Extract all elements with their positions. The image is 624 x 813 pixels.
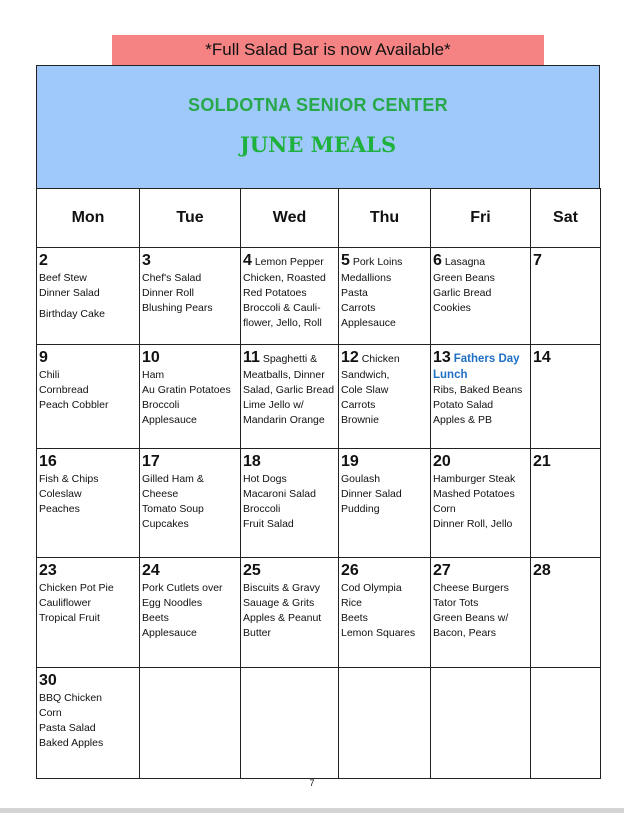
meal-item: Cod Olympia: [341, 582, 402, 594]
meal-item: Hot Dogs: [243, 473, 287, 485]
day-heading: [142, 251, 238, 271]
day-cell: [37, 558, 140, 668]
day-cell: [431, 449, 531, 558]
meal-item: Biscuits & Gravy: [243, 582, 321, 594]
meal-item-inline: Pork Loins: [352, 256, 403, 268]
day-heading: [341, 251, 428, 271]
month-title: JUNE MEALS: [239, 132, 397, 157]
meal-item: Ham: [142, 369, 165, 381]
meal-item: Cookies: [433, 302, 471, 314]
day-content: [241, 558, 338, 643]
day-heading: [433, 251, 528, 271]
day-cell: [339, 449, 431, 558]
meal-item: Brownie: [341, 414, 379, 426]
meal-item: Beets: [142, 612, 169, 624]
day-cell: [37, 668, 140, 779]
day-number: 27: [433, 562, 451, 579]
meal-item: Au Gratin Potatoes: [142, 384, 231, 396]
day-cell: [241, 668, 339, 779]
meal-item: Applesauce: [341, 317, 396, 329]
day-heading: [433, 452, 528, 472]
weekday-sat: Sat: [531, 189, 601, 248]
meal-item: Applesauce: [142, 414, 197, 426]
day-heading: [142, 452, 238, 472]
day-heading: [533, 452, 598, 472]
day-number: 30: [39, 672, 57, 689]
day-heading: [39, 561, 137, 581]
day-content: [431, 668, 530, 673]
weekday-fri: Fri: [431, 189, 531, 248]
day-content: [241, 248, 338, 333]
meal-calendar: [36, 188, 601, 779]
day-cell: [431, 345, 531, 449]
meal-item: Tator Tots: [433, 597, 479, 609]
day-number: 19: [341, 453, 359, 470]
meal-item: BBQ Chicken: [39, 692, 103, 704]
day-content: [37, 558, 139, 628]
day-number: 26: [341, 562, 359, 579]
day-heading: [39, 671, 137, 691]
day-heading: [243, 452, 336, 472]
day-number: 16: [39, 453, 57, 470]
meal-item: Egg Noodles: [142, 597, 203, 609]
meal-item: Corn: [433, 503, 456, 515]
day-content: [339, 248, 430, 333]
day-heading: [142, 348, 238, 368]
day-cell: [37, 345, 140, 449]
day-cell: [339, 668, 431, 779]
day-content: [531, 345, 600, 370]
day-content: [140, 248, 240, 318]
day-heading: [341, 452, 428, 472]
day-cell: [37, 449, 140, 558]
day-cell: [531, 345, 601, 449]
page-bottom-divider: [0, 808, 624, 813]
day-heading: [533, 251, 598, 271]
meal-item: Cheese: [142, 488, 179, 500]
day-heading: [39, 452, 137, 472]
meal-item: Broccoli: [243, 503, 281, 515]
meal-item: Cupcakes: [142, 518, 189, 530]
meal-item: Tropical Fruit: [39, 612, 100, 624]
day-number: 7: [533, 252, 542, 269]
meal-item-inline: Spaghetti &: [262, 353, 318, 365]
day-heading: [533, 348, 598, 368]
meal-item: Garlic Bread: [433, 287, 492, 299]
day-content: [37, 345, 139, 415]
meal-item: Mandarin Orange: [243, 414, 325, 426]
meal-item: Bacon, Pears: [433, 627, 497, 639]
meal-item: Gilled Ham &: [142, 473, 204, 485]
day-number: 25: [243, 562, 261, 579]
meal-item: Applesauce: [142, 627, 197, 639]
day-cell: [241, 345, 339, 449]
day-content: [531, 449, 600, 474]
meal-item: Dinner Salad: [39, 287, 100, 299]
meal-item: Apples & PB: [433, 414, 492, 426]
meal-item: Lime Jello w/: [243, 399, 304, 411]
meal-item: Dinner Salad: [341, 488, 402, 500]
meal-item: Potato Salad: [433, 399, 494, 411]
day-cell: [339, 248, 431, 345]
day-cell: [140, 449, 241, 558]
meal-item: Dinner Roll, Jello: [433, 518, 513, 530]
day-content: [531, 668, 600, 673]
day-content: [140, 558, 240, 643]
organization-title: SOLDOTNA SENIOR CENTER: [188, 95, 448, 115]
day-cell: [339, 558, 431, 668]
day-heading: [433, 561, 528, 581]
meal-item: Peach Cobbler: [39, 399, 109, 411]
meal-item: Red Potatoes: [243, 287, 307, 299]
day-content: [241, 345, 338, 430]
day-content: [37, 248, 139, 324]
weekday-header-row: [37, 189, 601, 248]
meal-item: Chef's Salad: [142, 272, 202, 284]
weekday-wed: Wed: [241, 189, 339, 248]
day-cell: [140, 668, 241, 779]
week-row: [37, 668, 601, 779]
day-content: [140, 449, 240, 534]
day-number: 10: [142, 349, 160, 366]
day-content: [339, 449, 430, 519]
meal-item: Chicken, Roasted: [243, 272, 326, 284]
day-heading: [39, 348, 137, 368]
day-cell: [37, 248, 140, 345]
meal-item: Carrots: [341, 302, 376, 314]
day-content: [140, 668, 240, 673]
day-cell: [241, 558, 339, 668]
meal-item: Green Beans: [433, 272, 495, 284]
day-content: [241, 668, 338, 673]
meal-item: Pasta Salad: [39, 722, 96, 734]
meal-item: Meatballs, Dinner: [243, 369, 325, 381]
meal-item: Macaroni Salad: [243, 488, 316, 500]
day-cell: [531, 449, 601, 558]
day-heading: [533, 561, 598, 581]
day-number: 21: [533, 453, 551, 470]
day-content: [241, 449, 338, 534]
day-content: [531, 248, 600, 273]
day-cell: [140, 345, 241, 449]
day-number: 23: [39, 562, 57, 579]
meal-item: Chicken Pot Pie: [39, 582, 114, 594]
meal-item-inline: Chicken: [361, 353, 400, 365]
meal-item: Goulash: [341, 473, 381, 485]
day-content: [431, 248, 530, 318]
week-row: [37, 345, 601, 449]
meal-item: Pasta: [341, 287, 368, 299]
day-cell: [140, 558, 241, 668]
day-content: [37, 449, 139, 519]
day-content: [431, 558, 530, 643]
meal-item: Salad, Garlic Bread: [243, 384, 335, 396]
day-content: [339, 668, 430, 673]
special-event-label-line2: Lunch: [433, 369, 468, 381]
meal-item: Broccoli: [142, 399, 180, 411]
page-number: 7: [309, 778, 315, 788]
day-heading: [243, 348, 336, 368]
week-row: [37, 558, 601, 668]
day-heading: [243, 561, 336, 581]
meal-item: Pork Cutlets over: [142, 582, 223, 594]
day-content: [431, 345, 530, 430]
meal-item: Apples & Peanut: [243, 612, 322, 624]
day-content: [339, 345, 430, 430]
meal-item: Beef Stew: [39, 272, 87, 284]
day-number: 2: [39, 252, 48, 269]
meal-item: Birthday Cake: [39, 308, 105, 320]
day-number: 28: [533, 562, 551, 579]
meal-item: Peaches: [39, 503, 80, 515]
day-heading: [142, 561, 238, 581]
meal-item: Pudding: [341, 503, 380, 515]
week-row: [37, 449, 601, 558]
day-number: 5: [341, 252, 350, 269]
meal-item: Sandwich,: [341, 369, 390, 381]
meal-item: Beets: [341, 612, 368, 624]
day-cell: [241, 449, 339, 558]
day-cell: [531, 668, 601, 779]
meal-item: Cheese Burgers: [433, 582, 509, 594]
meal-item: Dinner Roll: [142, 287, 194, 299]
day-cell: [241, 248, 339, 345]
meal-item: Lemon Squares: [341, 627, 416, 639]
meal-item: Broccoli & Cauli-: [243, 302, 321, 314]
day-heading: [341, 348, 428, 368]
day-content: [339, 558, 430, 643]
meal-item: Butter: [243, 627, 272, 639]
day-cell: [431, 558, 531, 668]
day-cell: [140, 248, 241, 345]
day-cell: [431, 248, 531, 345]
day-number: 24: [142, 562, 160, 579]
meal-item: Cole Slaw: [341, 384, 389, 396]
day-heading: [243, 251, 336, 271]
calendar-header: [36, 65, 600, 189]
day-content: [37, 668, 139, 753]
day-cell: [531, 558, 601, 668]
meal-item: Baked Apples: [39, 737, 104, 749]
special-event-label: Fathers Day: [453, 353, 520, 365]
meal-item: Hamburger Steak: [433, 473, 516, 485]
meal-item: Blushing Pears: [142, 302, 213, 314]
day-cell: [339, 345, 431, 449]
day-number: 3: [142, 252, 151, 269]
salad-bar-banner: *Full Salad Bar is now Available*: [112, 35, 544, 65]
day-heading: [341, 561, 428, 581]
day-number: 9: [39, 349, 48, 366]
day-number: 18: [243, 453, 261, 470]
day-number: 4: [243, 252, 252, 269]
meal-item: Fish & Chips: [39, 473, 99, 485]
day-cell: [431, 668, 531, 779]
meal-item: Medallions: [341, 272, 392, 284]
meal-item: Carrots: [341, 399, 376, 411]
meal-item: Ribs, Baked Beans: [433, 384, 523, 396]
day-number: 17: [142, 453, 160, 470]
meal-item-inline: Lemon Pepper: [254, 256, 324, 268]
meal-item: Rice: [341, 597, 363, 609]
day-content: [140, 345, 240, 430]
meal-item: Cornbread: [39, 384, 89, 396]
day-content: [431, 449, 530, 534]
day-number: 13: [433, 349, 451, 366]
meal-item: Tomato Soup: [142, 503, 204, 515]
meal-item-inline: Lasagna: [444, 256, 486, 268]
day-number: 12: [341, 349, 359, 366]
day-number: 14: [533, 349, 551, 366]
meal-item: Chili: [39, 369, 60, 381]
meal-item: Coleslaw: [39, 488, 82, 500]
day-number: 11: [243, 349, 260, 366]
day-heading: [39, 251, 137, 271]
day-number: 6: [433, 252, 442, 269]
day-heading: [433, 348, 528, 368]
meal-item: Mashed Potatoes: [433, 488, 515, 500]
day-cell: [531, 248, 601, 345]
meal-item: Corn: [39, 707, 62, 719]
weekday-mon: Mon: [37, 189, 140, 248]
day-number: 20: [433, 453, 451, 470]
meal-item: Fruit Salad: [243, 518, 294, 530]
meal-item: Cauliflower: [39, 597, 91, 609]
day-content: [531, 558, 600, 583]
weekday-thu: Thu: [339, 189, 431, 248]
week-row: [37, 248, 601, 345]
meal-item: Green Beans w/: [433, 612, 509, 624]
meal-item: Sauage & Grits: [243, 597, 315, 609]
meal-item: flower, Jello, Roll: [243, 317, 322, 329]
weekday-tue: Tue: [140, 189, 241, 248]
